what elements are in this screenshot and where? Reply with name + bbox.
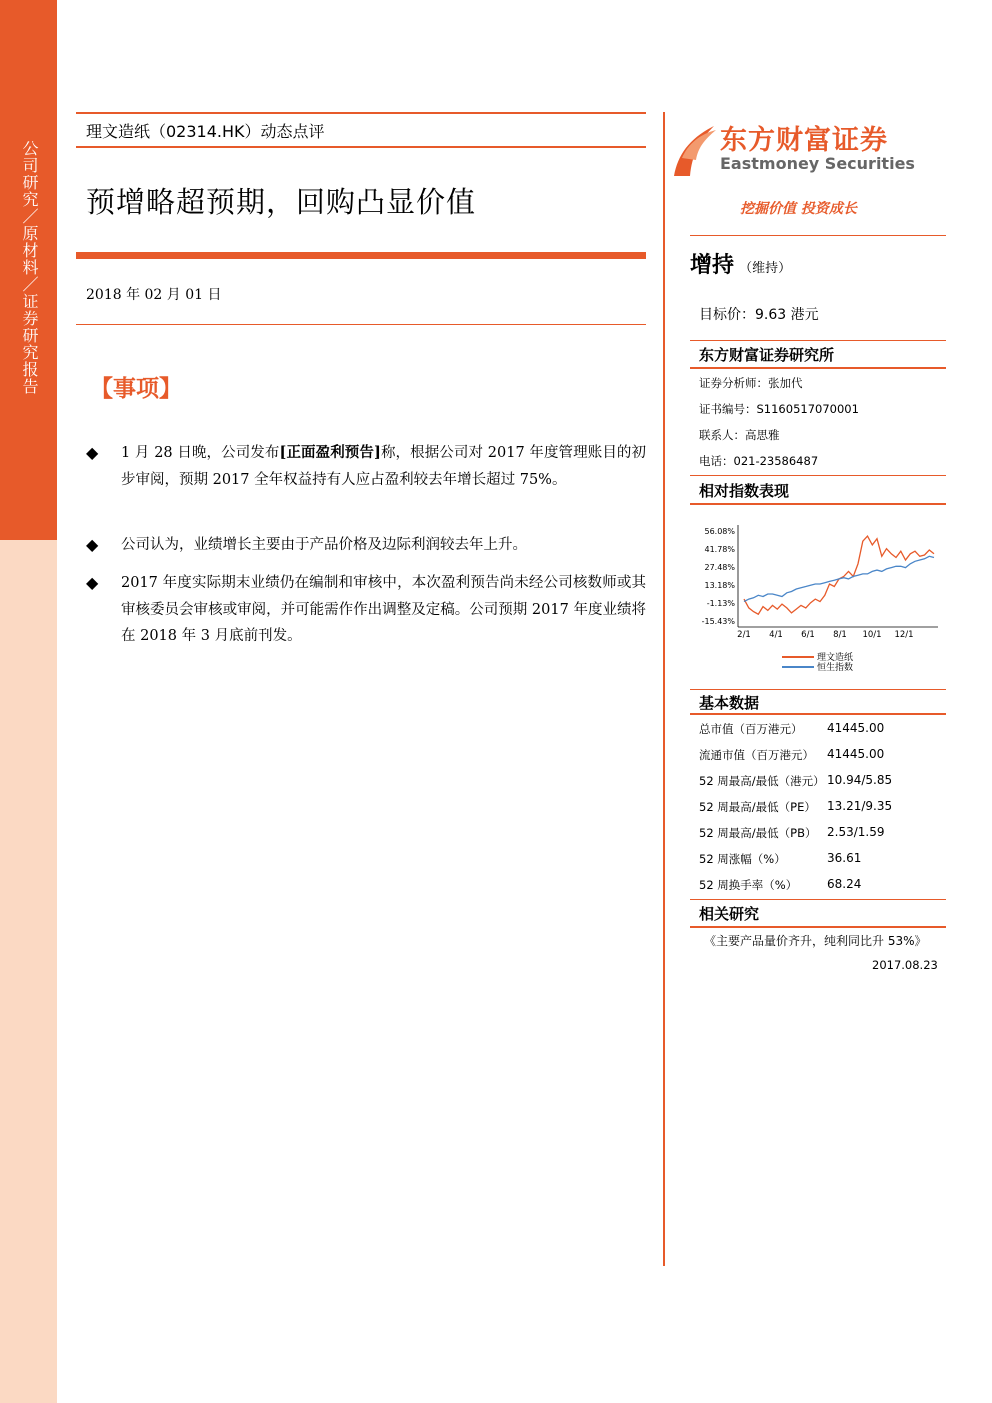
diamond-bullet-icon: ◆ (86, 535, 99, 554)
x-tick-label: 10/1 (862, 630, 882, 640)
perf-heading: 相对指数表现 (699, 482, 790, 500)
related-rule (690, 926, 946, 928)
related-report-link[interactable]: 《主要产品量价齐升，纯利同比升 53%》 (704, 934, 927, 948)
x-tick-label: 4/1 (769, 630, 783, 640)
basic-row-label: 52 周涨幅（%） (699, 852, 786, 866)
basic-row-value: 2.53/1.59 (827, 825, 885, 839)
y-tick-label: -15.43% (701, 617, 735, 626)
basic-row-value: 13.21/9.35 (827, 799, 893, 813)
basic-row-label: 52 周最高/最低（PE） (699, 800, 816, 814)
sidebar-category: 公司研究／原材料／证券研究报告 (20, 140, 39, 395)
basic-row-value: 68.24 (827, 877, 862, 891)
bullet-text: 公司认为，业绩增长主要由于产品价格及边际利润较去年上升。 (121, 537, 527, 553)
bullet-item (86, 570, 646, 650)
basic-top-rule (690, 689, 946, 690)
x-tick-label: 12/1 (894, 630, 914, 640)
x-tick-label: 2/1 (737, 630, 751, 640)
date-rule (76, 324, 646, 325)
basic-row-value: 41445.00 (827, 721, 885, 735)
top-rule (76, 112, 646, 114)
basic-row-label: 52 周最高/最低（PB） (699, 826, 817, 840)
title-bar (76, 252, 646, 259)
y-tick-label: 41.78% (704, 545, 735, 554)
logo-cn: 东方财富证券 (720, 125, 888, 156)
diamond-bullet-icon: ◆ (86, 443, 99, 462)
header-rule (76, 146, 646, 148)
analyst-row: 证券分析师：张加代 (699, 376, 803, 390)
performance-chart (690, 515, 946, 680)
logo-en: Eastmoney Securities (720, 154, 915, 173)
event-heading: 【事项】 (90, 376, 182, 402)
bullet-text: 2017 年度实际期末业绩仍在编制和审核中，本次盈利预告尚未经公司核数师或其审核委员会审核或审阅，并可能需作作出调整及定稿。公司预期 2017 年度业绩将在 2018 年 3 月底前刊发。 (121, 575, 646, 644)
institute-top-rule (690, 340, 946, 341)
related-top-rule (690, 899, 946, 900)
target-price-value: 9.63 港元 (755, 307, 819, 323)
contact-row: 联系人：高思雅 (699, 428, 780, 442)
slogan: 挖掘价值 投资成长 (740, 201, 857, 217)
rating-label: 增持 (690, 253, 735, 278)
bullet-item (86, 440, 646, 493)
y-tick-label: 13.18% (704, 581, 735, 590)
institute-rule (690, 367, 946, 369)
rating-note: （维持） (739, 261, 792, 276)
basic-row-value: 36.61 (827, 851, 862, 865)
basic-row-label: 总市值（百万港元） (699, 722, 803, 736)
x-tick-label: 6/1 (801, 630, 815, 640)
report-date: 2018 年 02 月 01 日 (86, 287, 222, 303)
column-divider (663, 112, 665, 1266)
basic-row-label: 流通市值（百万港元） (699, 748, 814, 762)
phone-row: 电话：021-23586487 (699, 454, 819, 468)
page-title: 预增略超预期，回购凸显价值 (86, 185, 477, 219)
series-line-liwen (744, 536, 934, 614)
logo-swoosh-icon (670, 118, 718, 180)
bullet-text: 1 月 28 日晚，公司发布[正面盈利预告]称，根据公司对 2017 年度管理账目的初步审阅，预期 2017 全年权益持有人应占盈利较去年增长超过 75%。 (121, 444, 646, 488)
y-tick-label: 56.08% (704, 527, 735, 536)
basic-row-label: 52 周最高/最低（港元） (699, 774, 825, 788)
license-row: 证书编号：S1160517070001 (699, 402, 859, 416)
y-tick-label: -1.13% (706, 599, 735, 608)
y-tick-label: 27.48% (704, 563, 735, 572)
basic-row-value: 10.94/5.85 (827, 773, 893, 787)
x-tick-label: 8/1 (833, 630, 847, 640)
basic-row-value: 41445.00 (827, 747, 885, 761)
announcement-link: [正面盈利预告] (279, 444, 381, 461)
bullet-item (86, 532, 646, 559)
perf-top-rule (690, 475, 946, 476)
legend-label-hsi: 恒生指数 (817, 663, 854, 673)
series-line-hsi (744, 556, 934, 601)
report-type: 理文造纸（02314.HK）动态点评 (86, 122, 325, 141)
company-logo (670, 118, 940, 180)
legend-label-liwen: 理文造纸 (817, 653, 854, 663)
sidebar-band (0, 0, 57, 1403)
basic-heading: 基本数据 (699, 694, 760, 712)
basic-row-label: 52 周换手率（%） (699, 878, 798, 892)
diamond-bullet-icon: ◆ (86, 573, 99, 592)
perf-rule (690, 503, 946, 505)
institute-name: 东方财富证券研究所 (699, 346, 835, 364)
related-report-date: 2017.08.23 (872, 958, 938, 972)
rating-top-rule (690, 235, 946, 236)
related-heading: 相关研究 (699, 905, 760, 923)
target-price: 目标价：9.63 港元 (699, 307, 819, 323)
rating (690, 248, 946, 279)
basic-rule (690, 713, 946, 715)
